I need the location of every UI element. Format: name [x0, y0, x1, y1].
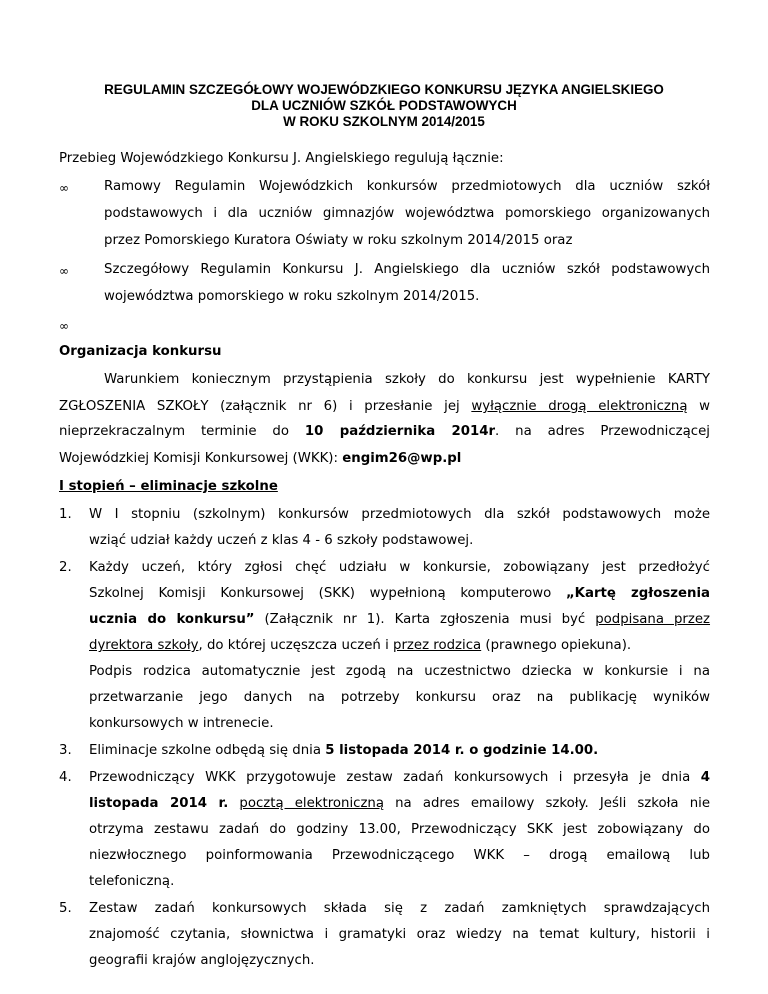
item-4-number: 4.: [59, 770, 72, 785]
title-line-1: REGULAMIN SZCZEGÓŁOWY WOJEWÓDZKIEGO KONKURSU JĘZYKA ANGIELSKIEGO: [104, 82, 664, 97]
bullet-1-line-2: podstawowych i dla uczniów gimnazjów województwa pomorskiego organizowanych: [104, 206, 710, 221]
item-3-number: 3.: [59, 743, 72, 758]
item-4-line-2: listopada 2014 r. pocztą elektroniczną na adres emailowy szkoły. Jeśli szkoła nie: [89, 796, 710, 811]
bullet-2-line-2: województwa pomorskiego w roku szkolnym 2014/2015.: [104, 289, 480, 304]
item-4-line-3: otrzyma zestawu zadań do godziny 13.00, Przewodniczący SKK jest zobowiązany do: [89, 822, 710, 837]
item-2-line-4: dyrektora szkoły, do której uczęszcza uczeń i przez rodzica (prawnego opiekuna).: [89, 638, 632, 653]
title-line-3: W ROKU SZKOLNYM 2014/2015: [283, 114, 485, 129]
item-5-number: 5.: [59, 901, 72, 916]
section-heading-stopien: I stopień – eliminacje szkolne: [59, 479, 278, 494]
item-1-line-2: wziąć udział każdy uczeń z klas 4 - 6 szkoły podstawowej.: [89, 533, 474, 548]
item-2-line-7: konkursowych w intrenecie.: [89, 716, 274, 731]
item-2-line-2: Szkolnej Komisji Konkursowej (SKK) wypełnioną komputerowo „Kartę zgłoszenia: [89, 586, 710, 601]
organizacja-line-3: nieprzekraczalnym terminie do 10 października 2014r. na adres Przewodniczącej: [59, 424, 710, 439]
item-2-line-5: Podpis rodzica automatycznie jest zgodą na uczestnictwo dziecka w konkursie i na: [89, 664, 710, 679]
item-3-line-1: Eliminacje szkolne odbędą się dnia 5 listopada 2014 r. o godzinie 14.00.: [89, 743, 599, 758]
item-4-line-4: niezwłocznego poinformowania Przewodniczącego WKK – drogą emailową lub: [89, 848, 710, 863]
bullet-1-line-3: przez Pomorskiego Kuratora Oświaty w roku szkolnym 2014/2015 oraz: [104, 233, 573, 248]
email-address: engim26@wp.pl: [342, 451, 462, 466]
infinity-bullet-icon: ∞: [59, 264, 69, 278]
organizacja-line-4: Wojewódzkiej Komisji Konkursowej (WKK): engim26@wp.pl: [59, 451, 462, 466]
item-1-number: 1.: [59, 507, 72, 522]
item-2-line-1: Każdy uczeń, który zgłosi chęć udziału w konkursie, zobowiązany jest przedłożyć: [89, 560, 710, 575]
item-5-line-2: znajomość czytania, słownictwa i gramatyki oraz wiedzy na temat kultury, historii i: [89, 927, 710, 942]
intro-text: Przebieg Wojewódzkiego Konkursu J. Angielskiego regulują łącznie:: [59, 151, 504, 166]
item-5-line-1: Zestaw zadań konkursowych składa się z zadań zamkniętych sprawdzających: [89, 901, 710, 916]
link-elektroniczna: wyłącznie drogą elektroniczną: [471, 399, 688, 414]
infinity-bullet-icon: ∞: [59, 181, 69, 195]
item-2-number: 2.: [59, 560, 72, 575]
document-title: [0, 82, 768, 130]
title-line-2: DLA UCZNIÓW SZKÓŁ PODSTAWOWYCH: [251, 98, 517, 113]
organizacja-line-2: ZGŁOSZENIA SZKOŁY (załącznik nr 6) i przesłanie jej wyłącznie drogą elektroniczną w: [59, 399, 710, 414]
bullet-1-line-1: Ramowy Regulamin Wojewódzkich konkursów przedmiotowych dla uczniów szkół: [104, 179, 710, 194]
item-4-line-1: Przewodniczący WKK przygotowuje zestaw zadań konkursowych i przesyła je dnia 4: [89, 770, 710, 785]
item-2-line-3: ucznia do konkursu” (Załącznik nr 1). Karta zgłoszenia musi być podpisana przez: [89, 612, 711, 627]
item-1-line-1: W I stopniu (szkolnym) konkursów przedmiotowych dla szkół podstawowych może: [89, 507, 710, 522]
infinity-bullet-icon: ∞: [59, 319, 69, 333]
item-4-line-5: telefoniczną.: [89, 874, 175, 889]
section-heading-organizacja: Organizacja konkursu: [59, 344, 222, 359]
item-2-line-6: przetwarzanie jego danych na potrzeby konkursu oraz na publikację wyników: [89, 690, 710, 705]
item-5-line-3: geografii krajów anglojęzycznych.: [89, 953, 315, 968]
organizacja-line-1: Warunkiem koniecznym przystąpienia szkoły do konkursu jest wypełnienie KARTY: [104, 372, 710, 387]
bullet-2-line-1: Szczegółowy Regulamin Konkursu J. Angielskiego dla uczniów szkół podstawowych: [104, 262, 710, 277]
